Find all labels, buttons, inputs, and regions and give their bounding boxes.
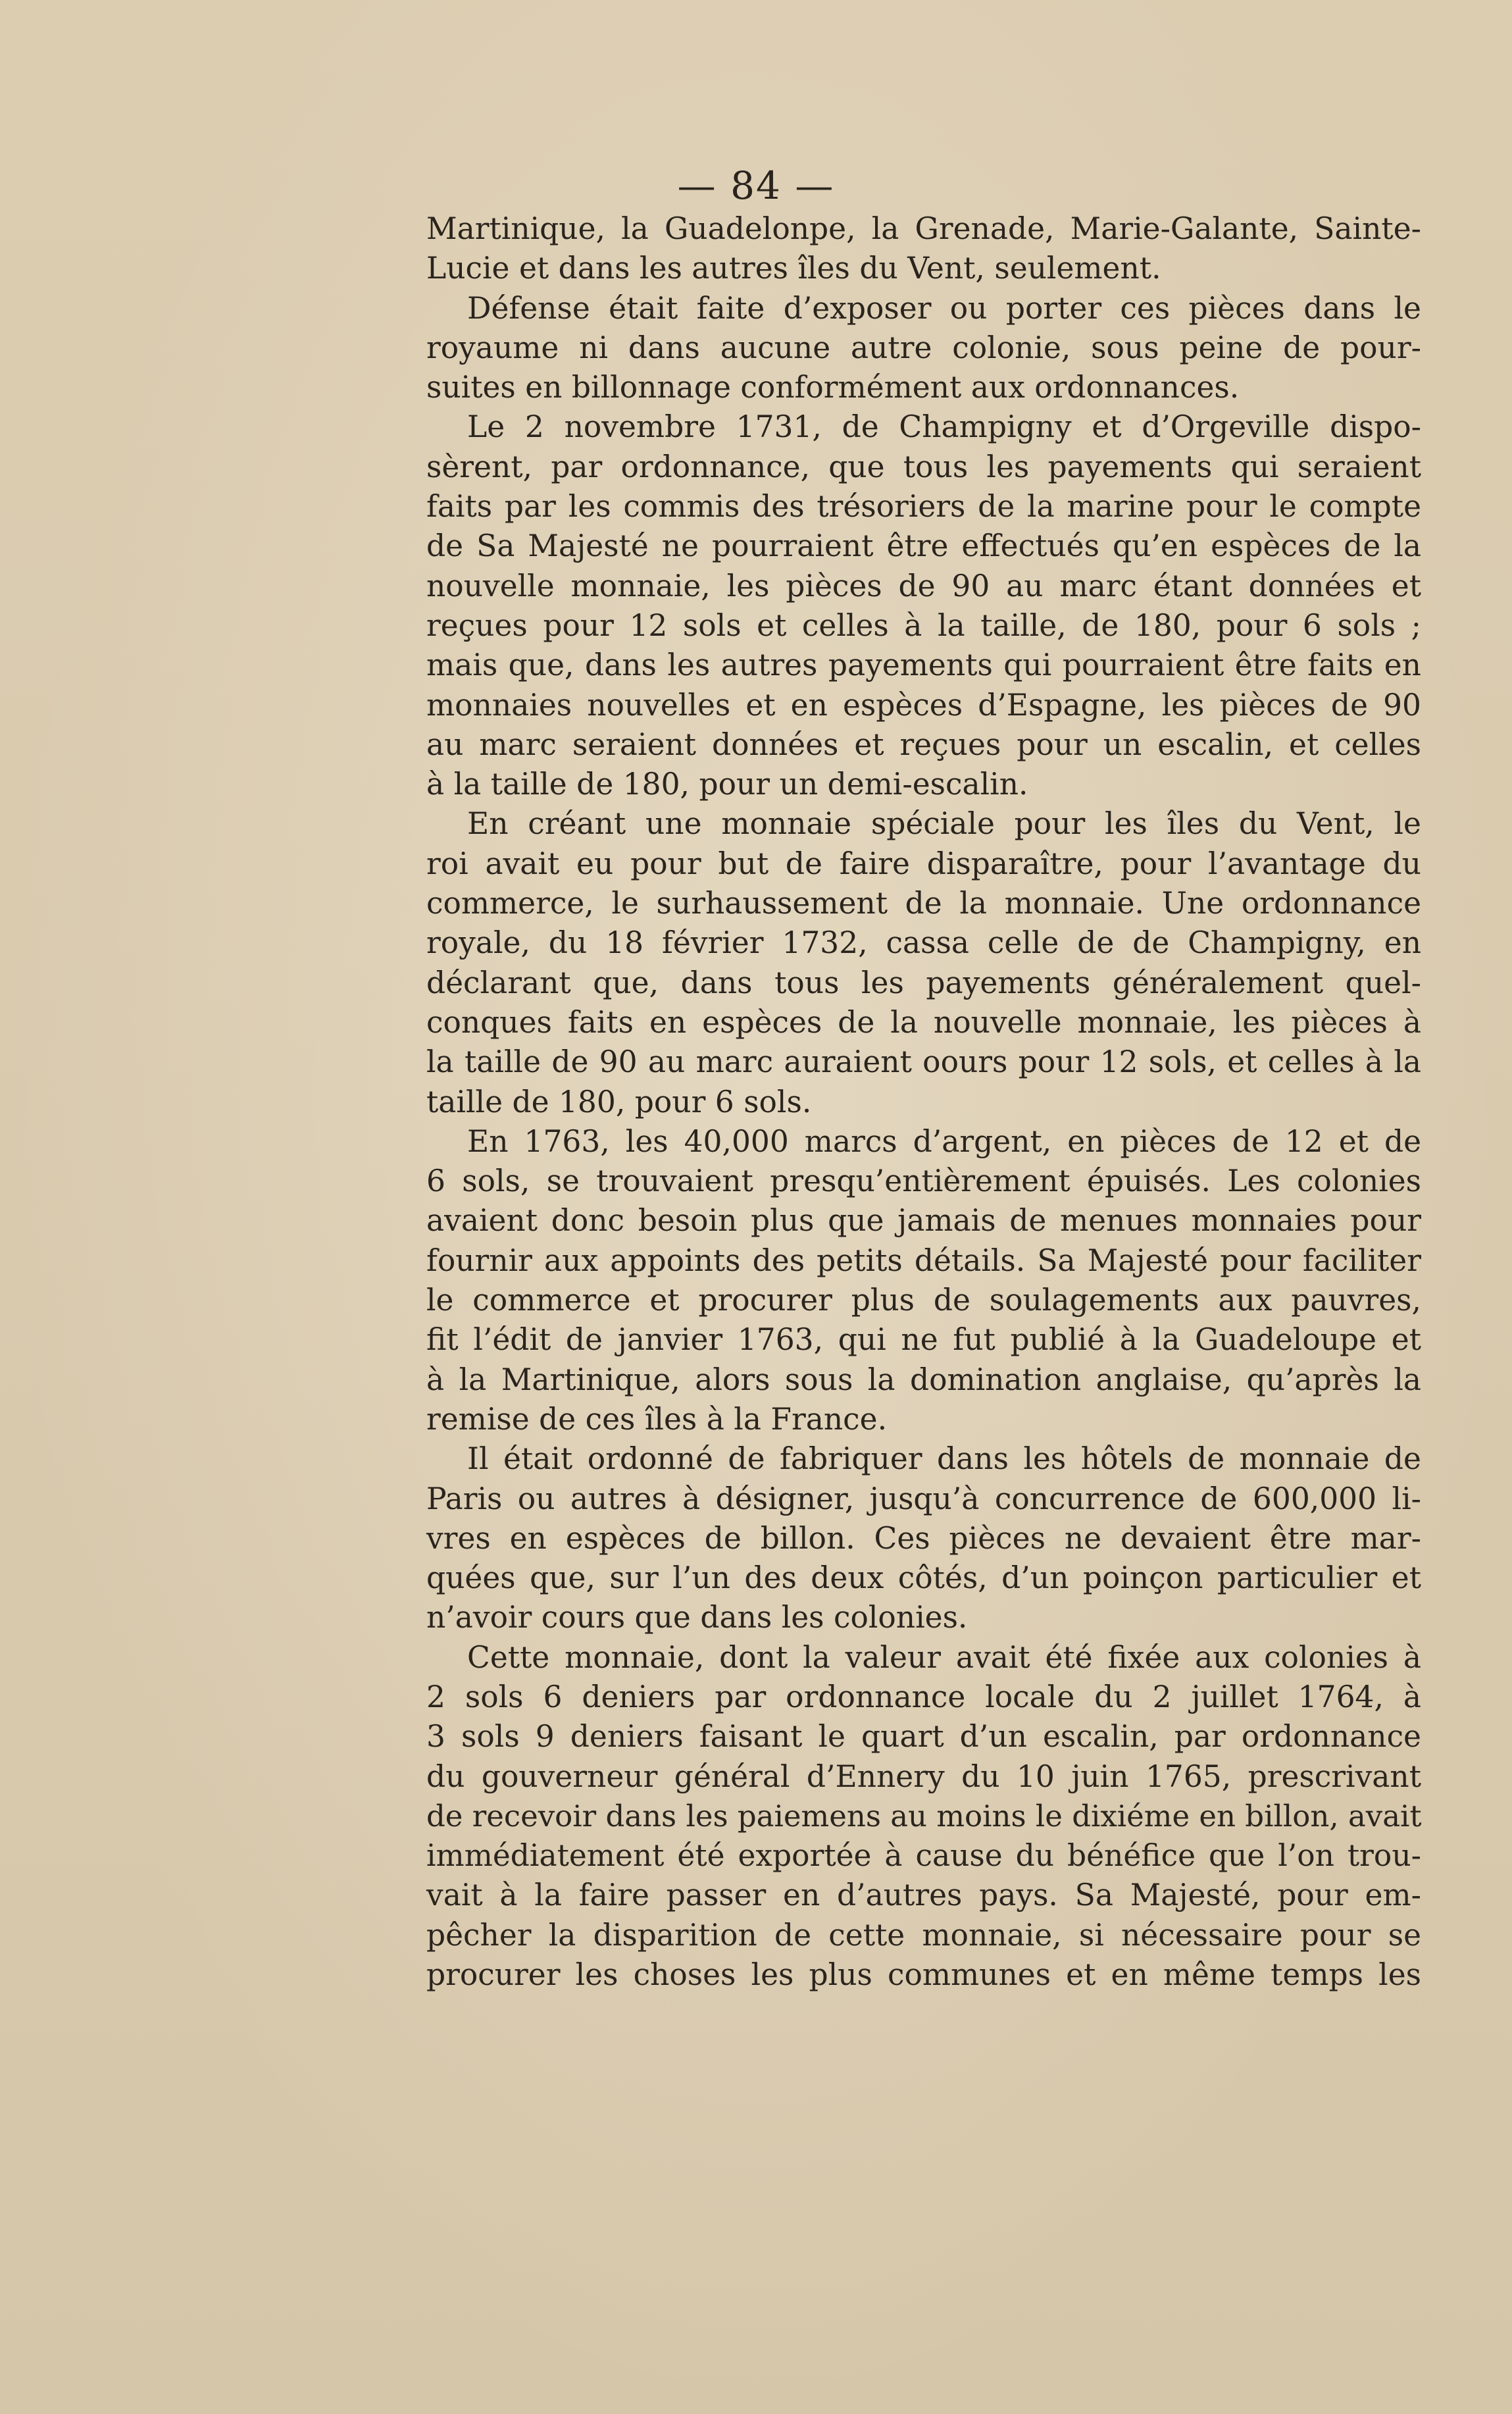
text-line: commerce, le surhaussement de la monnaie. Une ordonnance [426, 886, 1421, 921]
text-line: royaume ni dans aucune autre colonie, sous peine de pour- [426, 330, 1421, 365]
text-line: 3 sols 9 deniers faisant le quart d’un escalin, par ordonnance [426, 1719, 1421, 1755]
text-line: pêcher la disparition de cette monnaie, si nécessaire pour se [426, 1917, 1421, 1953]
text-line: mais que, dans les autres payements qui pourraient être faits en [426, 648, 1421, 683]
text-line: Paris ou autres à désigner, jusqu’à concurrence de 600,000 li- [426, 1481, 1421, 1516]
text-line: au marc seraient données et reçues pour un escalin, et celles [426, 727, 1421, 762]
text-line: 6 sols, se trouvaient presqu’entièrement épuisés. Les colonies [426, 1164, 1421, 1199]
text-line: suites en billonnage conformément aux ordonnances. [426, 370, 1240, 405]
text-line: vait à la faire passer en d’autres pays. Sa Majesté, pour em- [426, 1878, 1421, 1913]
text-line: fournir aux appoints des petits détails. Sa Majesté pour faciliter [426, 1243, 1421, 1278]
text-line: de recevoir dans les paiemens au moins le dixiéme en billon, avait [426, 1798, 1422, 1834]
text-line: de Sa Majesté ne pourraient être effectués qu’en espèces de la [426, 528, 1421, 564]
text-line: reçues pour 12 sols et celles à la taille, de 180, pour 6 sols ; [426, 607, 1421, 643]
text-line: procurer les choses les plus communes et en même temps les [426, 1957, 1421, 1993]
page-number: — 84 — [677, 163, 835, 208]
text-line: la taille de 90 au marc auraient oours pour 12 sols, et celles à la [426, 1044, 1421, 1080]
text-line: n’avoir cours que dans les colonies. [426, 1600, 968, 1635]
text-line: du gouverneur général d’Ennery du 10 juin 1765, prescrivant [426, 1759, 1421, 1794]
text-line: Cette monnaie, dont la valeur avait été fixée aux colonies à [467, 1639, 1421, 1675]
text-line: à la taille de 180, pour un demi-escalin. [426, 767, 1028, 802]
text-line: En 1763, les 40,000 marcs d’argent, en pièces de 12 et de [467, 1123, 1421, 1159]
text-line: roi avait eu pour but de faire disparaître, pour l’avantage du [426, 846, 1421, 881]
text-line: Le 2 novembre 1731, de Champigny et d’Orgeville dispo- [467, 409, 1421, 445]
text-line: sèrent, par ordonnance, que tous les payements qui seraient [426, 449, 1421, 484]
text-line: taille de 180, pour 6 sols. [426, 1084, 812, 1119]
text-line: Martinique, la Guadelonpe, la Grenade, Marie-Galante, Sainte- [426, 211, 1421, 246]
text-line: avaient donc besoin plus que jamais de menues monnaies pour [426, 1203, 1421, 1239]
text-line: le commerce et procurer plus de soulagements aux pauvres, [426, 1283, 1421, 1318]
text-line: déclarant que, dans tous les payements généralement quel- [426, 965, 1421, 1000]
text-line: nouvelle monnaie, les pièces de 90 au marc étant données et [426, 568, 1421, 604]
text-line: conques faits en espèces de la nouvelle monnaie, les pièces à [426, 1004, 1421, 1040]
text-line: Défense était faite d’exposer ou porter ces pièces dans le [467, 290, 1421, 326]
text-line: fit l’édit de janvier 1763, qui ne fut publié à la Guadeloupe et [426, 1322, 1421, 1358]
text-line: 2 sols 6 deniers par ordonnance locale du 2 juillet 1764, à [426, 1679, 1421, 1714]
body-text [426, 209, 1421, 1995]
text-line: immédiatement été exportée à cause du bénéfice que l’on trou- [426, 1838, 1421, 1874]
text-line: monnaies nouvelles et en espèces d’Espagne, les pièces de 90 [426, 687, 1421, 723]
text-line: Il était ordonné de fabriquer dans les hôtels de monnaie de [467, 1441, 1421, 1477]
text-line: à la Martinique, alors sous la domination anglaise, qu’après la [426, 1362, 1421, 1397]
text-line: quées que, sur l’un des deux côtés, d’un poinçon particulier et [426, 1560, 1421, 1596]
text-line: remise de ces îles à la France. [426, 1401, 888, 1437]
text-line: vres en espèces de billon. Ces pièces ne devaient être mar- [426, 1520, 1421, 1556]
text-line: faits par les commis des trésoriers de la marine pour le compte [426, 489, 1421, 525]
text-line: En créant une monnaie spéciale pour les îles du Vent, le [467, 806, 1421, 842]
text-line: Lucie et dans les autres îles du Vent, seulement. [426, 251, 1161, 286]
text-line: royale, du 18 février 1732, cassa celle de de Champigny, en [426, 925, 1421, 961]
